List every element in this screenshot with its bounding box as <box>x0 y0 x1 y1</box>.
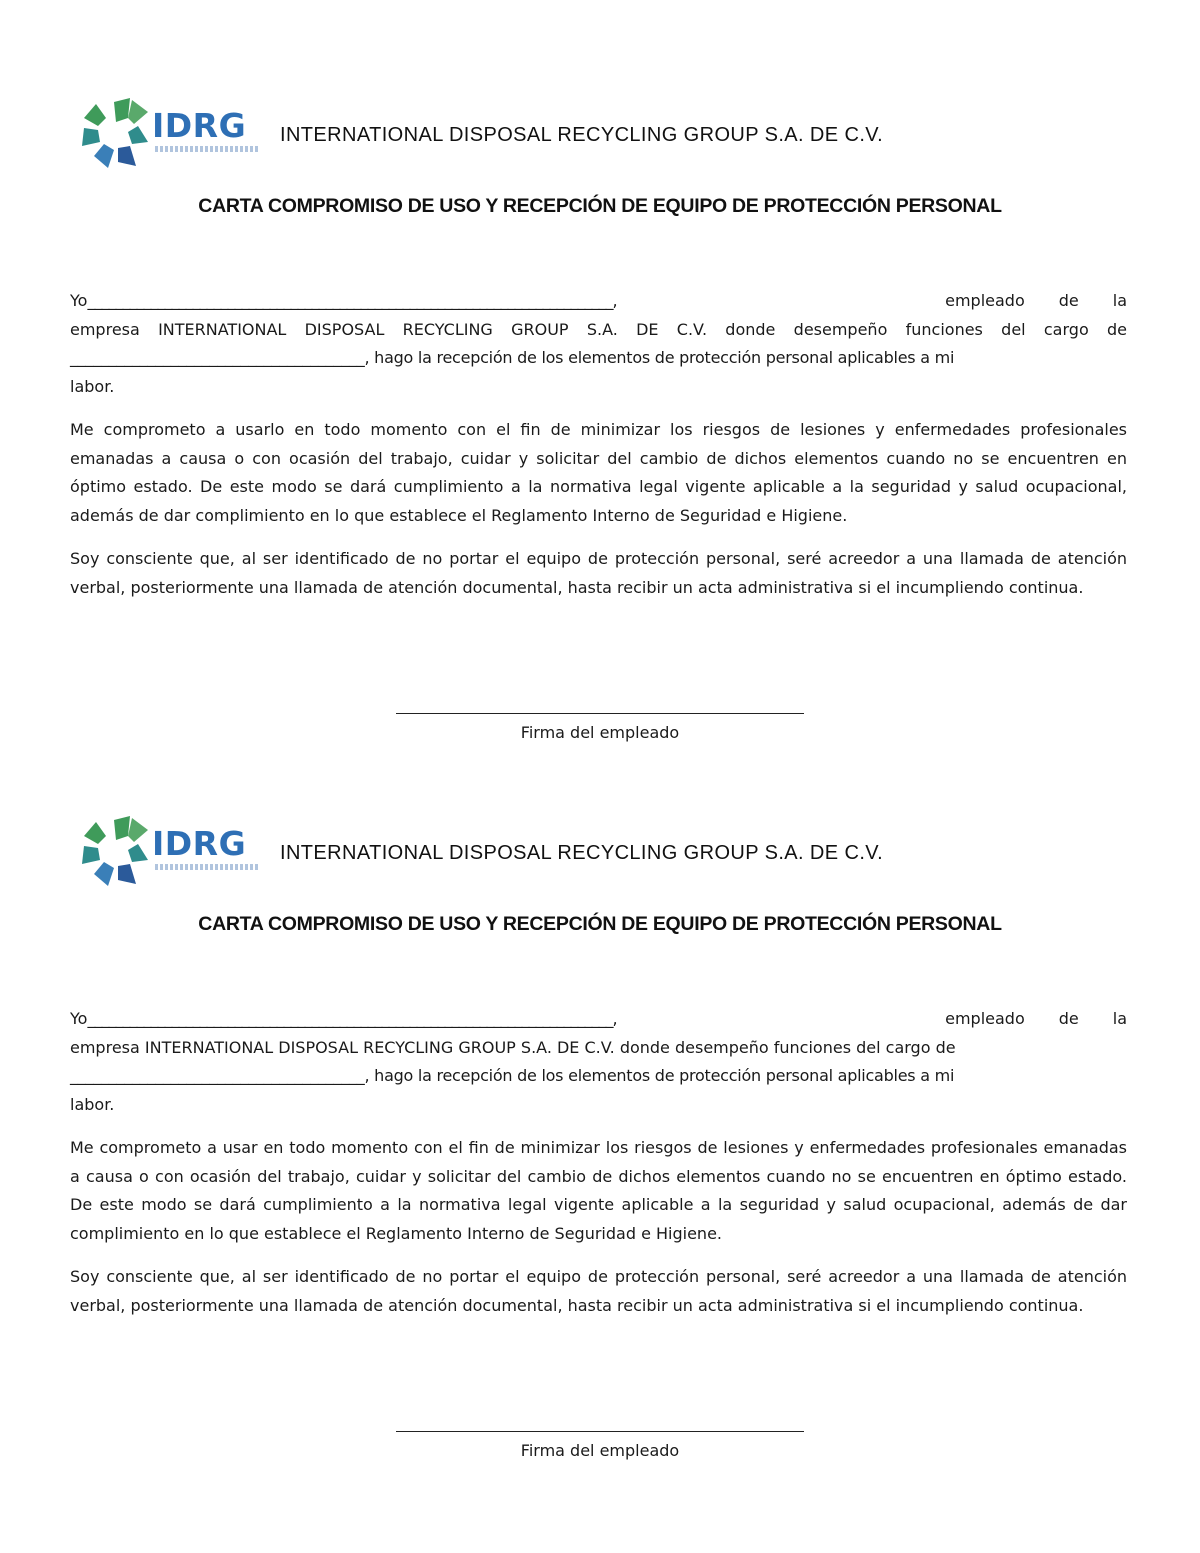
company-name: INTERNATIONAL DISPOSAL RECYCLING GROUP S.A. DE C.V. <box>280 124 884 146</box>
word-de: de <box>1058 291 1079 310</box>
paragraph-1-line-4 <box>70 373 1127 402</box>
brand-name: IDRG <box>152 824 247 863</box>
signature-label: Firma del empleado <box>520 723 680 742</box>
brand-tagline-mark <box>155 864 260 870</box>
paragraph-1-line-1 <box>70 287 1127 316</box>
paragraph-3: Soy consciente que, al ser identificado de no portar el equipo de protección personal, seré acreedor a una llamada de atención verbal, posteriormente una llamada de atención documental, hasta recibir un acta administrativa si el incumpliendo continua. <box>70 549 1127 597</box>
paragraph-1-line-2-text: empresa INTERNATIONAL DISPOSAL RECYCLING GROUP S.A. DE C.V. donde desempeño funciones del cargo de <box>70 319 1127 339</box>
paragraph-1 <box>70 1005 1127 1119</box>
company-name: INTERNATIONAL DISPOSAL RECYCLING GROUP S.A. DE C.V. <box>280 842 884 864</box>
paragraph-1-line-3 <box>70 344 1127 373</box>
brand-name: IDRG <box>152 106 247 145</box>
recycle-star-logo-icon <box>78 96 150 170</box>
word-empleado: empleado <box>945 1009 1025 1028</box>
signature-label: Firma del empleado <box>520 1441 680 1460</box>
letter-body <box>70 287 1127 617</box>
paragraph-1-line-2-text: empresa INTERNATIONAL DISPOSAL RECYCLING GROUP S.A. DE C.V. donde desempeño funciones del cargo de <box>70 1037 956 1057</box>
letter-body <box>70 1005 1127 1335</box>
paragraph-1-line-2 <box>70 1034 1127 1063</box>
signature-line <box>396 1431 804 1432</box>
paragraph-1-line-3 <box>70 1062 1127 1091</box>
paragraph-1-line-4 <box>70 1091 1127 1120</box>
idrg-logo <box>78 96 260 170</box>
paragraph-2: Me comprometo a usar en todo momento con el fin de minimizar los riesgos de lesiones y enfermedades profesionales emanadas a causa o con ocasión del trabajo, cuidar y solicitar del cambio de dichos elementos cuando no se encuentren en óptimo estado. De este modo se dará cumplimiento a la normativa legal vigente aplicable a la seguridad y salud ocupacional, además de dar complimiento en lo que establece el Reglamento Interno de Seguridad e Higiene. <box>70 1138 1127 1243</box>
letter-title: CARTA COMPROMISO DE USO Y RECEPCIÓN DE EQUIPO DE PROTECCIÓN PERSONAL <box>198 195 1002 217</box>
word-empleado: empleado <box>945 291 1025 310</box>
word-la: la <box>1112 291 1127 310</box>
paragraph-1-line-4-text: labor. <box>70 376 115 396</box>
word-de: de <box>1058 1009 1079 1028</box>
brand-tagline-mark <box>155 146 260 152</box>
signature-line <box>396 713 804 714</box>
paragraph-1-line-4-text: labor. <box>70 1094 115 1114</box>
name-blank: ___________________________________________________________________________, <box>87 291 617 310</box>
paragraph-1-line-2 <box>70 316 1127 345</box>
paragraph-1-line-1 <box>70 1005 1127 1034</box>
cargo-blank-text: ______________________________________, hago la recepción de los elementos de protección personal aplicables a mi <box>70 1066 955 1085</box>
recycle-star-logo-icon <box>78 814 150 888</box>
paragraph-2: Me comprometo a usarlo en todo momento con el fin de minimizar los riesgos de lesiones y enfermedades profesionales emanadas a causa o con ocasión del trabajo, cuidar y solicitar del cambio de dichos elementos cuando no se encuentren en óptimo estado. De este modo se dará cumplimiento a la normativa legal vigente aplicable a la seguridad y salud ocupacional, además de dar complimiento en lo que establece el Reglamento Interno de Seguridad e Higiene. <box>70 420 1127 525</box>
paragraph-1 <box>70 287 1127 401</box>
idrg-logo <box>78 814 260 888</box>
name-blank: ___________________________________________________________________________, <box>87 1009 617 1028</box>
yo-label: Yo <box>70 1009 88 1028</box>
letter-title: CARTA COMPROMISO DE USO Y RECEPCIÓN DE EQUIPO DE PROTECCIÓN PERSONAL <box>198 913 1002 935</box>
paragraph-3: Soy consciente que, al ser identificado de no portar el equipo de protección personal, seré acreedor a una llamada de atención verbal, posteriormente una llamada de atención documental, hasta recibir un acta administrativa si el incumpliendo continua. <box>70 1267 1127 1315</box>
yo-label: Yo <box>70 291 88 310</box>
word-la: la <box>1112 1009 1127 1028</box>
cargo-blank-text: ______________________________________, hago la recepción de los elementos de protección personal aplicables a mi <box>70 348 955 367</box>
